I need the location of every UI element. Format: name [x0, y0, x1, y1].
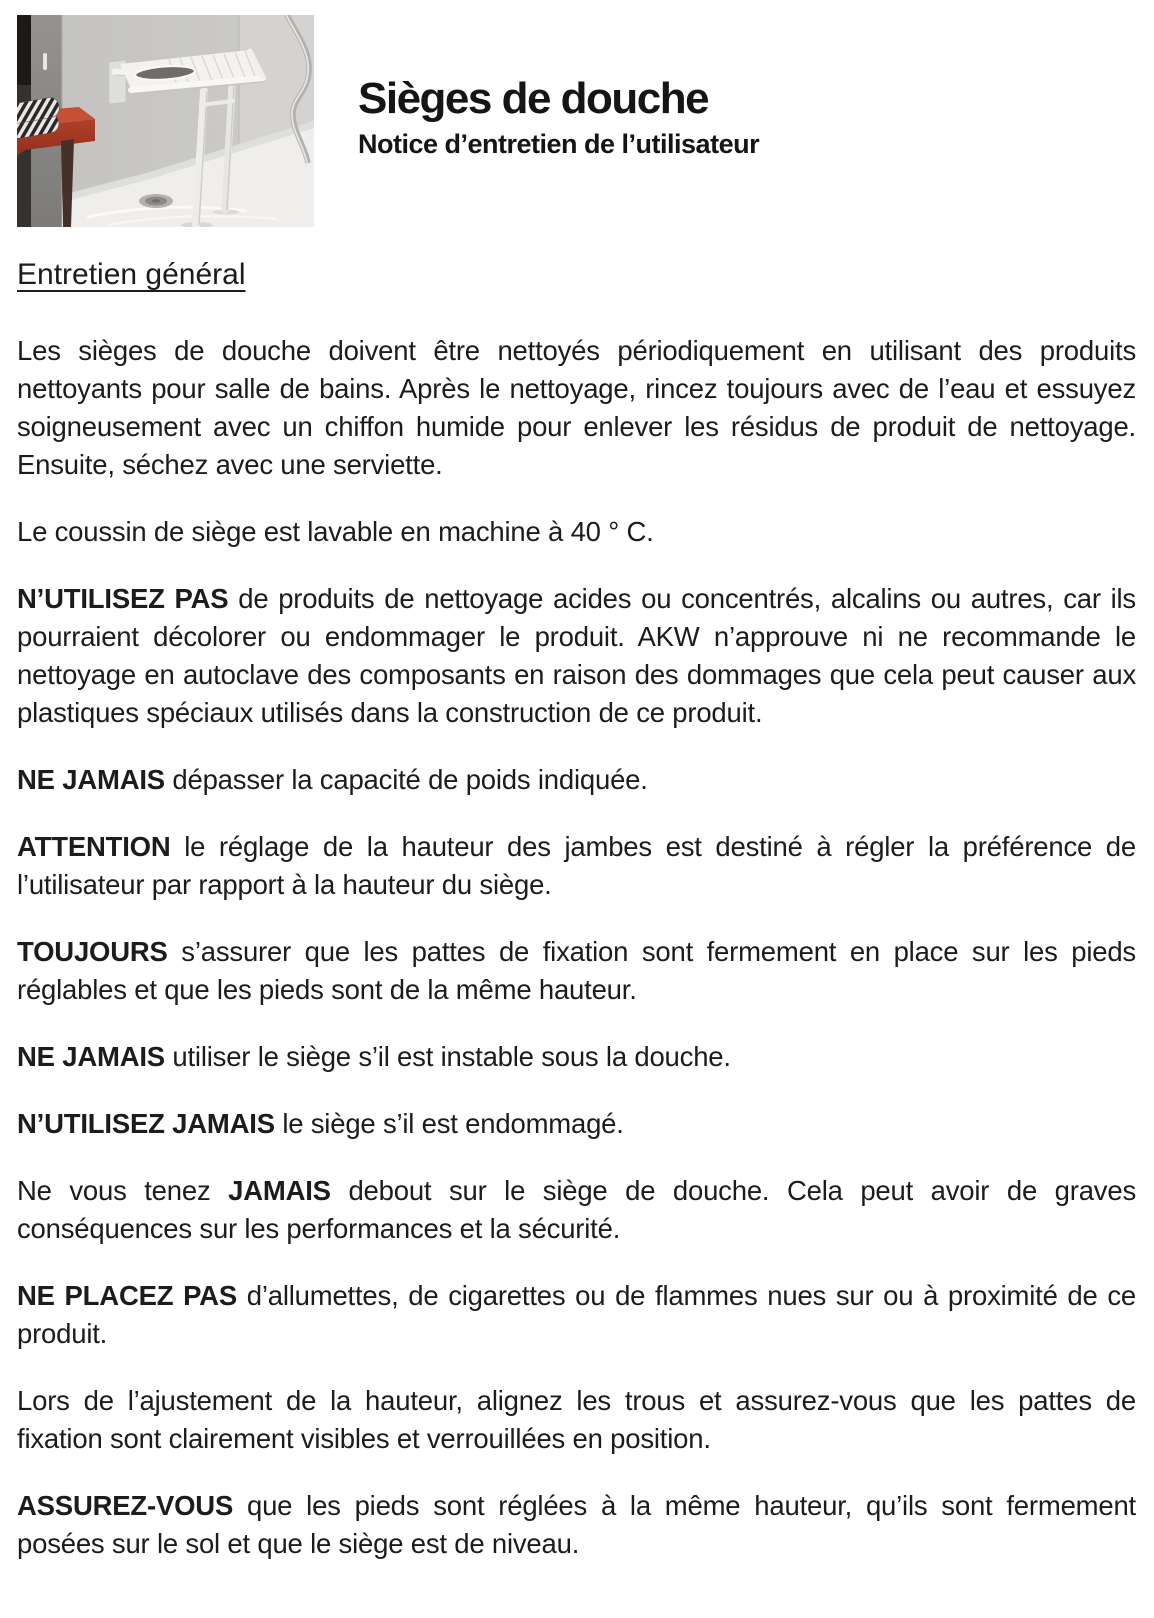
paragraph-text: utiliser le siège s’il est instable sous la douche. [164, 1041, 731, 1072]
paragraph-lead: ASSUREZ-VOUS [17, 1490, 234, 1521]
paragraph [17, 1105, 1136, 1143]
paragraph [17, 761, 1136, 799]
product-photo [17, 15, 314, 227]
paragraph-text: Les sièges de douche doivent être nettoyés périodiquement en utilisant des produits nettoyants pour salle de bains. Après le nettoyage, rincez toujours avec de l’eau et essuyez soigneusement avec un chiffon humide pour enlever les résidus de produit de nettoyage. Ensuite, séchez avec une serviette. [17, 335, 1136, 480]
paragraph-text: dépasser la capacité de poids indiquée. [164, 764, 648, 795]
paragraph [17, 828, 1136, 904]
paragraph-text: d’allumettes, de cigarettes ou de flammes nues sur ou à proximité de ce produit. [17, 1280, 1137, 1349]
body-paragraphs [17, 332, 1136, 1563]
paragraph-text: le réglage de la hauteur des jambes est destiné à régler la préférence de l’utilisateur par rapport à la hauteur du siège. [17, 831, 1136, 900]
paragraph [17, 1382, 1136, 1458]
paragraph-lead: N’UTILISEZ JAMAIS [17, 1108, 275, 1139]
paragraph-text: le siège s’il est endommagé. [274, 1108, 624, 1139]
paragraph [17, 513, 1136, 551]
paragraph-lead: NE JAMAIS [17, 1041, 165, 1072]
paragraph-text: Ne vous tenez [17, 1175, 229, 1206]
paragraph-lead: ATTENTION [17, 831, 171, 862]
page-subtitle: Notice d’entretien de l’utilisateur [358, 129, 760, 159]
title-block [358, 15, 759, 160]
paragraph [17, 1172, 1136, 1248]
paragraph-lead: JAMAIS [228, 1175, 331, 1206]
page-header [17, 15, 1136, 227]
floor-drain [139, 194, 173, 208]
paragraph-lead: N’UTILISEZ PAS [17, 583, 229, 614]
paragraph-lead: NE PLACEZ PAS [17, 1280, 237, 1311]
page-title: Sièges de douche [358, 74, 709, 123]
paragraph-lead: NE JAMAIS [17, 764, 165, 795]
paragraph-text: s’assurer que les pattes de fixation sont fermement en place sur les pieds réglables et que les pieds sont de la même hauteur. [17, 936, 1136, 1005]
paragraph-text: de produits de nettoyage acides ou concentrés, alcalins ou autres, car ils pourraient décolorer ou endommager le produit. AKW n’approuve ni ne recommande le nettoyage en autoclave des composants en raison des dommages que cela peut causer aux plastiques spéciaux utilisés dans la construction de ce produit. [17, 583, 1136, 728]
paragraph [17, 580, 1136, 732]
shower-seat-photo-illustration [17, 15, 314, 227]
paragraph-text: Lors de l’ajustement de la hauteur, alignez les trous et assurez-vous que les pattes de fixation sont clairement visibles et verrouillées en position. [17, 1385, 1136, 1454]
paragraph [17, 1038, 1136, 1076]
paragraph [17, 332, 1136, 484]
door-handle [43, 53, 47, 70]
paragraph-text: Le coussin de siège est lavable en machine à 40 ° C. [17, 516, 654, 547]
paragraph-text: que les pieds sont réglées à la même hauteur, qu’ils sont fermement posées sur le sol et que le siège est de niveau. [17, 1490, 1136, 1559]
paragraph-text: debout sur le siège de douche. Cela peut avoir de graves conséquences sur les performances et la sécurité. [17, 1175, 1136, 1244]
paragraph [17, 1277, 1136, 1353]
paragraph [17, 933, 1136, 1009]
paragraph-lead: TOUJOURS [17, 936, 168, 967]
paragraph [17, 1487, 1136, 1563]
section-heading: Entretien général [17, 258, 246, 291]
